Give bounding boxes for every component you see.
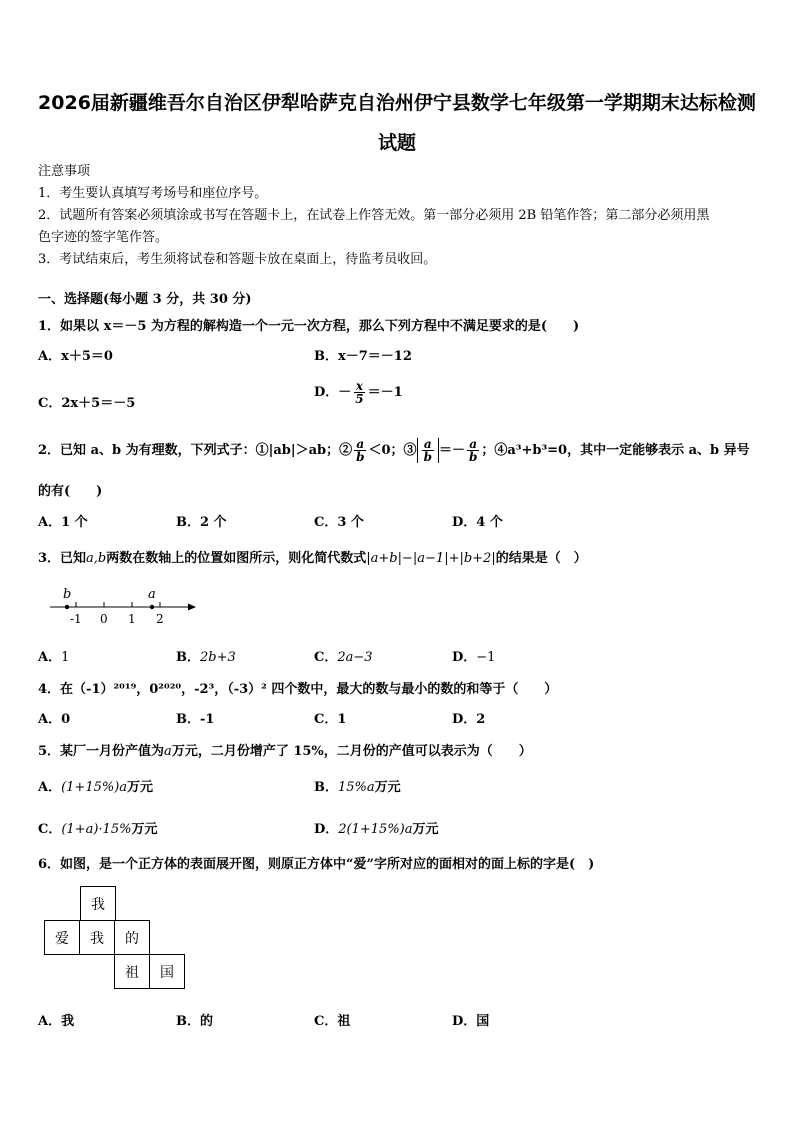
q5-option-c-value: (1+a)·15% <box>61 822 132 837</box>
point-a <box>150 605 154 609</box>
q2-option-d[interactable]: D．4 个 <box>452 515 503 530</box>
q3-option-c-value: 2a−3 <box>337 650 373 665</box>
point-b <box>65 605 69 609</box>
q1-option-c[interactable]: C．2x＋5＝－5 <box>38 396 136 411</box>
q5-option-d-value: 2(1+15%)a <box>338 822 413 837</box>
q5-option-a-value: (1+15%)a <box>61 780 128 795</box>
q3-expression: |a+b|−|a−1|+|b+2| <box>366 551 496 566</box>
notice-item-2: 2．试题所有答案必须填涂或书写在答题卡上，在试卷上作答无效。第一部分必须用 2B 铅笔作答；第二部分必须用黑 <box>38 208 710 223</box>
q3-option-c[interactable] <box>314 646 373 665</box>
q1-option-d-fraction <box>353 380 365 405</box>
q2-abs-fraction <box>417 438 439 463</box>
q3-option-d-value: −1 <box>476 650 496 665</box>
section-heading: 一、选择题(每小题 3 分，共 30 分) <box>38 292 252 307</box>
q5-unit: 万元 <box>412 822 439 837</box>
q3-stem <box>38 547 587 566</box>
q4-option-a[interactable]: A．0 <box>38 712 71 727</box>
frac-den: b <box>356 450 365 464</box>
q5-option-b[interactable] <box>314 776 401 795</box>
tick-label: 1 <box>128 612 136 625</box>
q6-stem: 6．如图，是一个正方体的表面展开图，则原正方体中“爱”字所对应的面相对的面上标的字是( ) <box>38 857 595 872</box>
exam-title-line1: 2026届新疆维吾尔自治区伊犁哈萨克自治州伊宁县数学七年级第一学期期末达标检测 <box>38 92 756 114</box>
number-line-figure <box>48 583 208 625</box>
q5-option-d[interactable] <box>314 818 439 837</box>
q2-stem-part3: ＝－ <box>438 443 465 458</box>
q5-option-b-value: 15%a <box>338 780 375 795</box>
q5-option-c-label: C． <box>38 822 62 837</box>
frac-num: a <box>469 437 478 451</box>
q2-lt0: ＜0 <box>368 443 391 458</box>
q2-stem <box>38 438 750 463</box>
q3-option-c-label: C． <box>314 650 338 665</box>
frac-den: b <box>468 450 478 464</box>
q5-option-a[interactable] <box>38 776 153 795</box>
q1-option-d[interactable]: D．－ $\frac{x}{5}$ ＝－1 <box>314 379 403 406</box>
q2-stem-cont: 的有( ) <box>38 484 103 499</box>
net-cell-left: 爱 <box>44 920 80 955</box>
q3-option-a-value: 1 <box>61 650 70 665</box>
q3-option-b-label: B． <box>176 650 200 665</box>
notice-item-1: 1．考生要认真填写考场号和座位序号。 <box>38 186 268 201</box>
q3-stem-part3: 的结果是（ ） <box>495 551 587 566</box>
q4-stem: 4．在（-1）²⁰¹⁹，0²⁰²⁰，-2³，（-3）² 四个数中，最大的数与最小的数的和等于（ ） <box>38 682 558 697</box>
q1-option-d-tail: ＝－1 <box>367 385 403 400</box>
net-cell-bottom-1: 祖 <box>114 954 150 989</box>
q5-option-d-label: D． <box>314 822 339 837</box>
q4-option-d[interactable]: D．2 <box>452 712 486 727</box>
q1-option-a[interactable]: A．x＋5＝0 <box>38 349 113 364</box>
q5-option-c[interactable] <box>38 818 157 837</box>
q2-option-b[interactable]: B．2 个 <box>176 515 227 530</box>
q3-ab: a,b <box>86 551 107 566</box>
q1-option-b[interactable]: B．x－7＝－12 <box>314 349 412 364</box>
q2-stem-part4: ；④a³+b³=0，其中一定能够表示 a、b 异号 <box>481 443 750 458</box>
notice-item-3: 3．考试结束后，考生须将试卷和答题卡放在桌面上，待监考员收回。 <box>38 252 437 267</box>
frac-den: 5 <box>355 392 364 406</box>
number-line-arrow <box>188 604 196 611</box>
frac-num: a <box>423 437 432 451</box>
q1-option-d-label: D． <box>314 385 339 400</box>
tick-label: 0 <box>100 612 108 625</box>
label-a: a <box>148 587 156 602</box>
q3-stem-part2: 两数在数轴上的位置如图所示，则化简代数式 <box>106 551 367 566</box>
q5-unit: 万元 <box>127 780 154 795</box>
notice-item-2-cont: 色字迹的签字笔作答。 <box>38 230 169 245</box>
q6-option-a[interactable]: A．我 <box>38 1014 75 1029</box>
q5-stem <box>38 740 532 759</box>
net-cell-bottom-2: 国 <box>149 954 185 989</box>
q1-stem: 1．如果以 x＝－5 为方程的解构造一个一元一次方程，那么下列方程中不满足要求的是( ) <box>38 319 580 334</box>
notice-heading: 注意事项 <box>38 164 91 179</box>
tick-label: -1 <box>70 612 82 625</box>
net-cell-top: 我 <box>80 886 116 921</box>
q6-option-b[interactable]: B．的 <box>176 1014 213 1029</box>
cube-net-figure <box>44 886 194 996</box>
label-b: b <box>63 587 72 602</box>
q2-stem-part2: ；③ <box>390 443 417 458</box>
q5-unit: 万元 <box>374 780 401 795</box>
q5-unit: 万元 <box>131 822 158 837</box>
q6-option-d[interactable]: D．国 <box>452 1014 490 1029</box>
q3-stem-part1: 3．已知 <box>38 551 87 566</box>
q2-option-a[interactable]: A．1 个 <box>38 515 88 530</box>
net-cell-mid: 我 <box>79 920 115 955</box>
tick-label: 2 <box>156 612 164 625</box>
net-cell-right: 的 <box>114 920 150 955</box>
exam-title-line2: 试题 <box>377 132 416 154</box>
q3-option-a[interactable] <box>38 646 69 665</box>
q2-fraction-1 <box>354 438 366 463</box>
q3-option-b-value: 2b+3 <box>200 650 236 665</box>
q5-a: a <box>164 744 172 759</box>
q2-fraction-3 <box>467 438 479 463</box>
q3-option-a-label: A． <box>38 650 62 665</box>
q6-option-c[interactable]: C．祖 <box>314 1014 351 1029</box>
q4-option-c[interactable]: C．1 <box>314 712 347 727</box>
q5-stem-part1: 5．某厂一月份产值为 <box>38 744 165 759</box>
q4-option-b[interactable]: B．-1 <box>176 712 215 727</box>
q3-option-b[interactable] <box>176 646 236 665</box>
q3-option-d-label: D． <box>452 650 477 665</box>
q5-option-a-label: A． <box>38 780 62 795</box>
frac-num: x <box>355 379 364 393</box>
q5-option-b-label: B． <box>314 780 338 795</box>
q3-option-d[interactable] <box>452 646 495 665</box>
q5-stem-part2: 万元，二月份增产了 15%，二月份的产值可以表示为（ ） <box>171 744 532 759</box>
q2-stem-part1: 2．已知 a、b 为有理数，下列式子：①|ab|＞ab；② <box>38 443 353 458</box>
frac-den: b <box>423 450 432 464</box>
frac-num: a <box>356 437 365 451</box>
q2-option-c[interactable]: C．3 个 <box>314 515 364 530</box>
